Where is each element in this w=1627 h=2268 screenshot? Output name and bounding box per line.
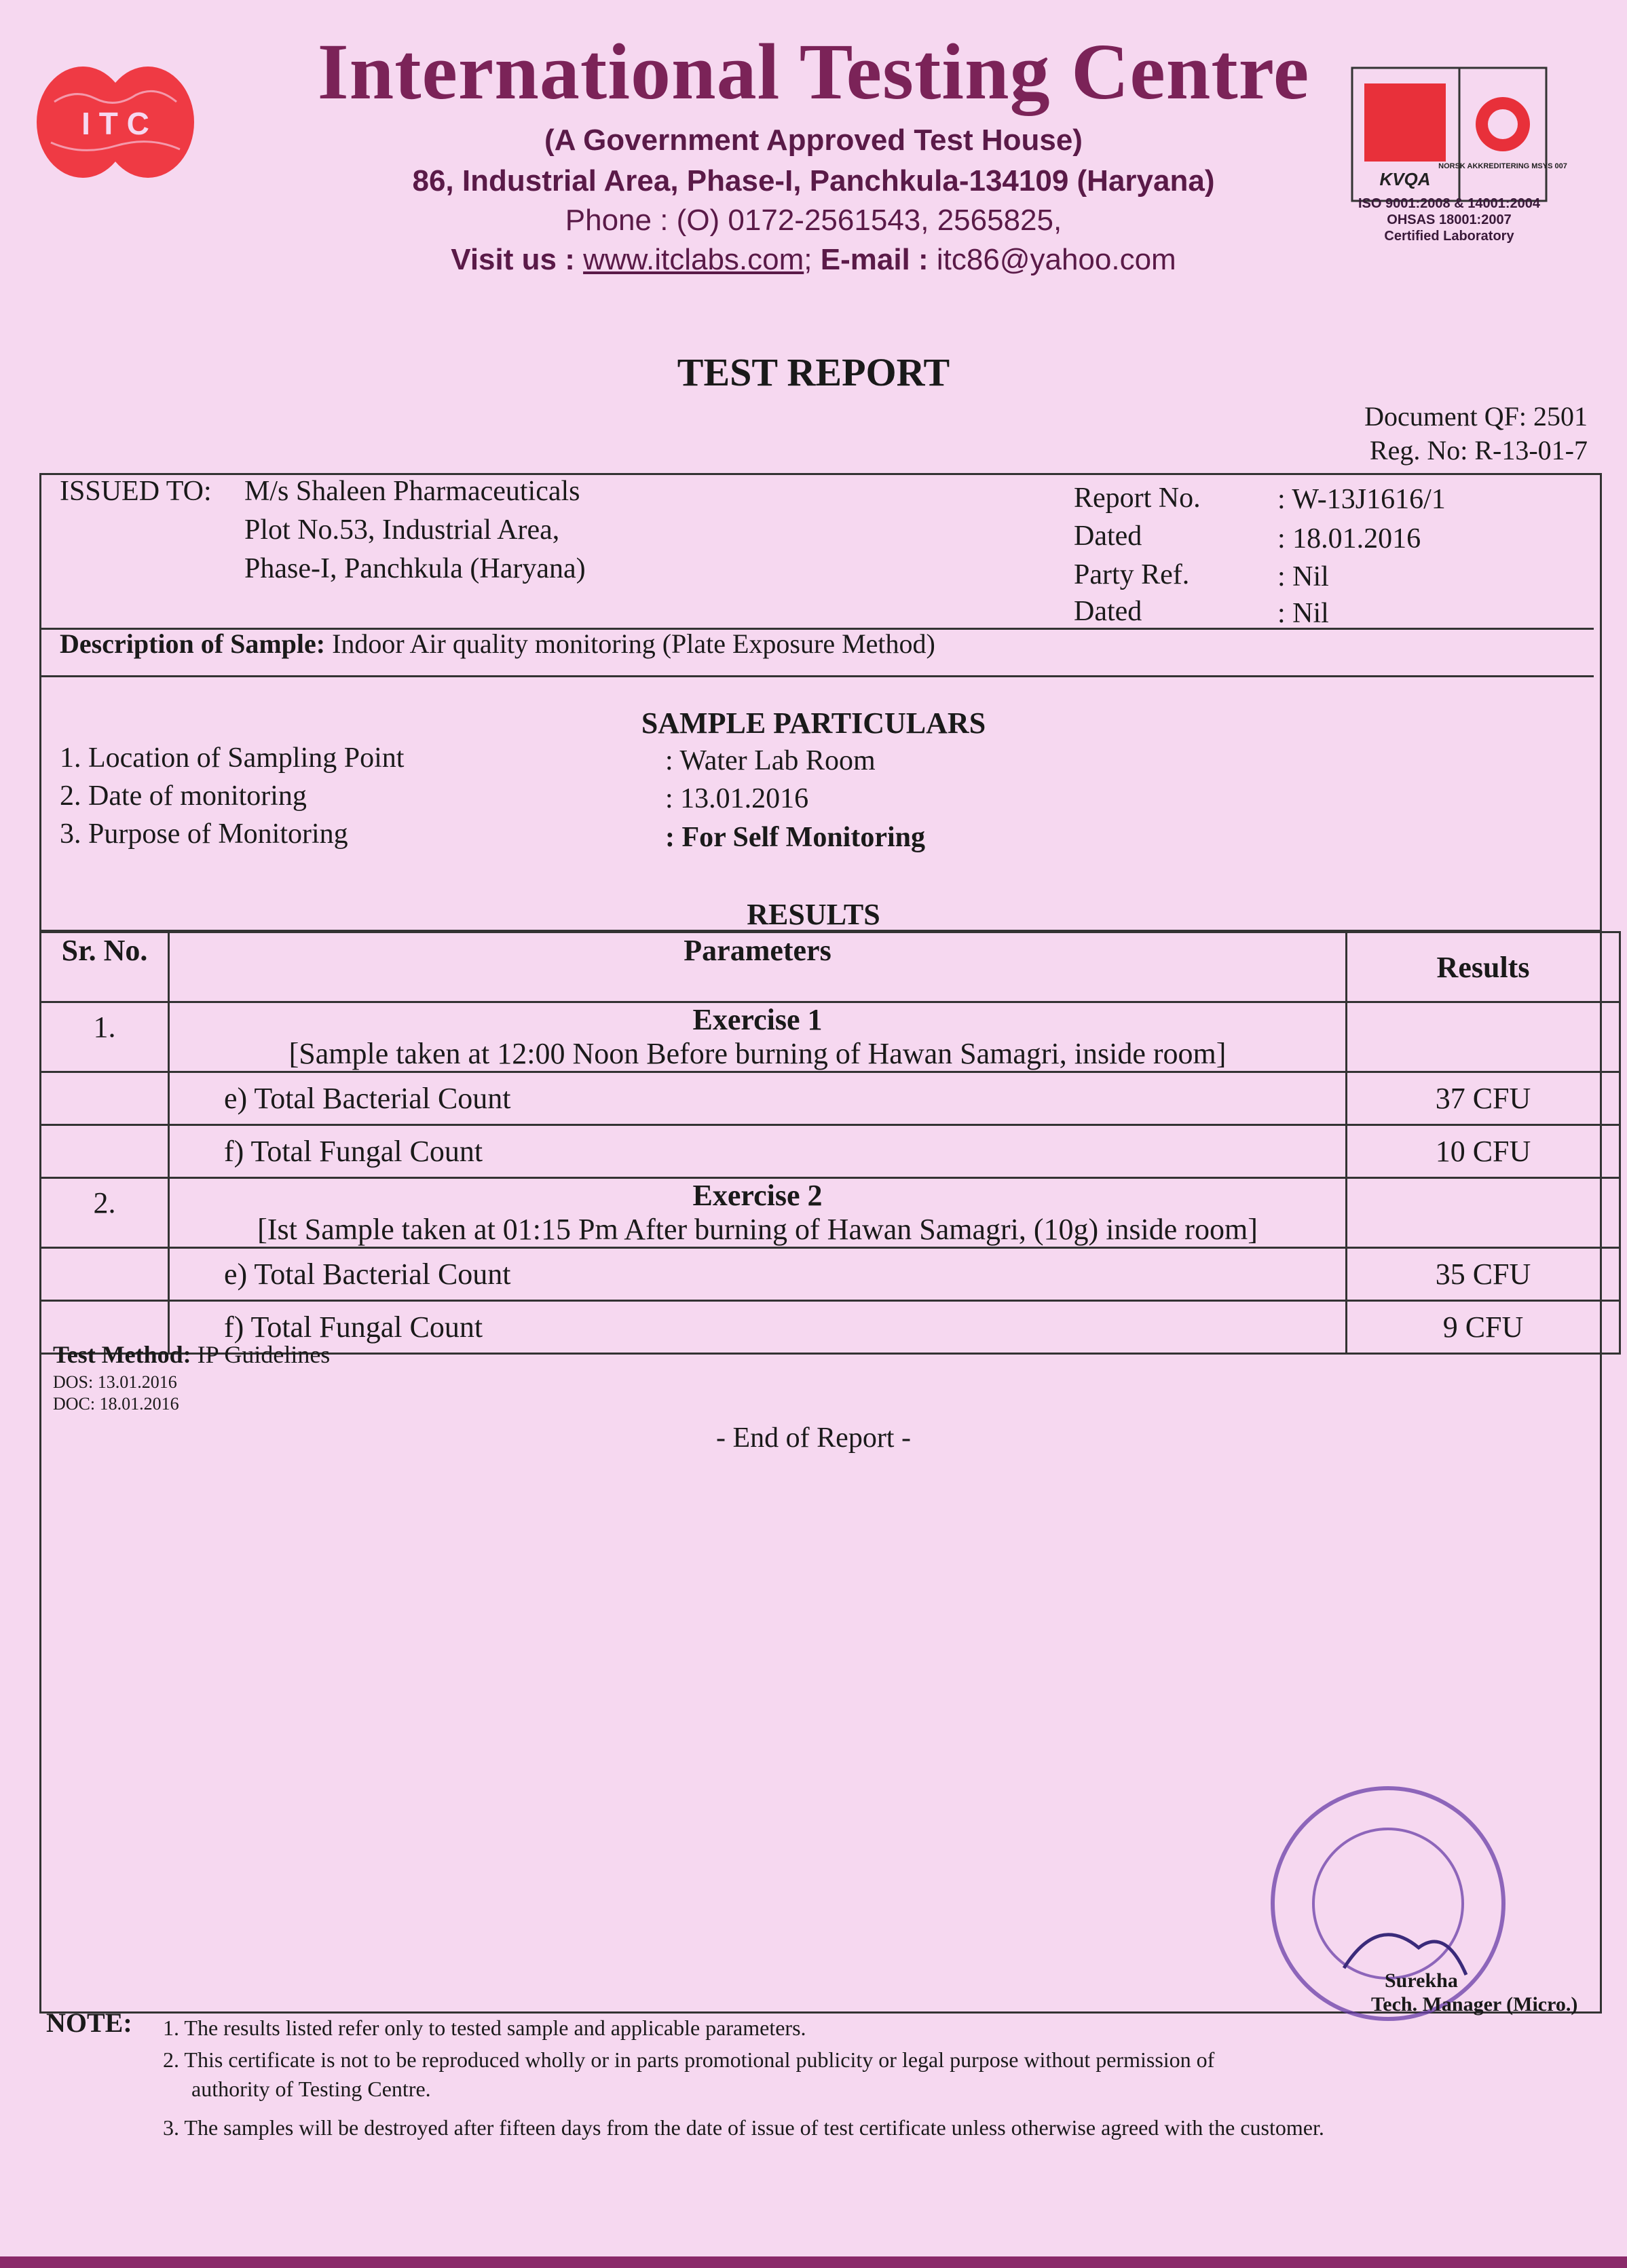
dated-label: Dated bbox=[1074, 521, 1142, 552]
table-row bbox=[41, 1125, 1620, 1178]
particular-label: 2. Date of monitoring bbox=[60, 780, 307, 812]
note-item: 2. This certificate is not to be reproduced wholly or in parts promotional publicity or legal purpose without permission of bbox=[163, 2047, 1215, 2072]
test-method-value: IP Guidelines bbox=[197, 1341, 331, 1368]
description-label: Description of Sample: bbox=[60, 628, 326, 659]
note-item: authority of Testing Centre. bbox=[191, 2077, 431, 2101]
date-of-completion: DOC: 18.01.2016 bbox=[53, 1394, 179, 1414]
report-title: TEST REPORT bbox=[677, 350, 950, 394]
col-header-sr: Sr. No. bbox=[41, 932, 169, 1002]
particular-value: : Water Lab Room bbox=[665, 745, 876, 776]
certification-text bbox=[1330, 195, 1568, 244]
parameter-name: f) Total Fungal Count bbox=[169, 1301, 1347, 1354]
party-ref-value: : Nil bbox=[1277, 561, 1329, 592]
lab-name: International Testing Centre bbox=[317, 27, 1310, 116]
test-method-label: Test Method: bbox=[53, 1341, 191, 1368]
cert-line: ISO 9001:2008 & 14001:2004 bbox=[1358, 196, 1540, 211]
test-method bbox=[53, 1340, 330, 1369]
document-qf: Document QF: 2501 bbox=[1364, 401, 1588, 432]
lab-subtitle: (A Government Approved Test House) bbox=[544, 124, 1083, 157]
note-label: NOTE: bbox=[46, 2007, 132, 2038]
party-dated-label: Dated bbox=[1074, 596, 1142, 627]
certification-logos bbox=[1351, 67, 1567, 202]
table-row bbox=[41, 1002, 1620, 1072]
sample-particulars-heading: SAMPLE PARTICULARS bbox=[641, 706, 986, 740]
description-value: Indoor Air quality monitoring (Plate Exposure Method) bbox=[332, 628, 935, 659]
particular-value: : For Self Monitoring bbox=[665, 822, 926, 853]
result-cell bbox=[1347, 1178, 1620, 1248]
signatory-title: Tech. Manager (Micro.) bbox=[1371, 1993, 1578, 2016]
dated-value: : 18.01.2016 bbox=[1277, 523, 1421, 554]
norsk-label: NORSK AKKREDITERING MSYS 007 bbox=[1438, 162, 1567, 170]
cert-line: OHSAS 18001:2007 bbox=[1387, 212, 1512, 227]
exercise-desc: [Ist Sample taken at 01:15 Pm After burning of Hawan Samagri, (10g) inside room] bbox=[257, 1213, 1258, 1246]
table-header-row bbox=[41, 932, 1620, 1002]
result-cell bbox=[1347, 1002, 1620, 1072]
divider bbox=[39, 675, 1594, 677]
results-heading: RESULTS bbox=[747, 898, 880, 931]
party-ref-label: Party Ref. bbox=[1074, 559, 1190, 590]
result-value: 35 CFU bbox=[1347, 1248, 1620, 1301]
particular-label: 1. Location of Sampling Point bbox=[60, 742, 405, 774]
sample-description bbox=[60, 628, 935, 660]
col-header-results: Results bbox=[1347, 932, 1620, 1002]
exercise-desc: [Sample taken at 12:00 Noon Before burning of Hawan Samagri, inside room] bbox=[288, 1037, 1227, 1070]
parameter-name: e) Total Bacterial Count bbox=[169, 1248, 1347, 1301]
particular-value: : 13.01.2016 bbox=[665, 783, 809, 814]
report-no-label: Report No. bbox=[1074, 483, 1201, 514]
result-value: 9 CFU bbox=[1347, 1301, 1620, 1354]
website-link[interactable]: www.itclabs.com bbox=[583, 243, 804, 276]
issued-to-line: Phase-I, Panchkula (Haryana) bbox=[244, 553, 586, 584]
report-no-value: : W-13J1616/1 bbox=[1277, 484, 1446, 515]
registration-number: Reg. No: R-13-01-7 bbox=[1369, 435, 1588, 466]
sr-cell bbox=[41, 1125, 169, 1178]
table-row bbox=[41, 1248, 1620, 1301]
kvqa-label: KVQA bbox=[1379, 169, 1431, 189]
exercise-title: Exercise 1 bbox=[692, 1003, 823, 1036]
email-label: E-mail : bbox=[820, 243, 929, 276]
kvqa-logo-icon bbox=[1364, 83, 1446, 162]
issued-to-line: M/s Shaleen Pharmaceuticals bbox=[244, 476, 580, 507]
table-row bbox=[41, 1072, 1620, 1125]
lab-phone: Phone : (O) 0172-2561543, 2565825, bbox=[565, 204, 1062, 237]
email-link[interactable]: itc86@yahoo.com bbox=[936, 243, 1176, 276]
table-row bbox=[41, 1178, 1620, 1248]
itc-logo-text: I T C bbox=[81, 106, 149, 141]
sr-cell bbox=[41, 1072, 169, 1125]
party-dated-value: : Nil bbox=[1277, 598, 1329, 629]
parameter-name: e) Total Bacterial Count bbox=[169, 1072, 1347, 1125]
exercise-header bbox=[169, 1002, 1347, 1072]
note-item: 3. The samples will be destroyed after fifteen days from the date of issue of test certificate unless otherwise agreed with the customer. bbox=[163, 2115, 1324, 2140]
exercise-title: Exercise 2 bbox=[692, 1179, 823, 1212]
issued-to-label: ISSUED TO: bbox=[60, 476, 212, 507]
signatory-name: Surekha bbox=[1385, 1969, 1458, 1992]
issued-to-line: Plot No.53, Industrial Area, bbox=[244, 514, 560, 546]
end-of-report: - End of Report - bbox=[716, 1422, 911, 1454]
note-item: 1. The results listed refer only to tested sample and applicable parameters. bbox=[163, 2016, 806, 2040]
exercise-header bbox=[169, 1178, 1347, 1248]
date-of-sampling: DOS: 13.01.2016 bbox=[53, 1372, 177, 1392]
sr-number: 1. bbox=[41, 1002, 169, 1072]
sr-number: 2. bbox=[41, 1178, 169, 1248]
bottom-border bbox=[0, 2256, 1627, 2268]
visit-label: Visit us : bbox=[451, 243, 575, 276]
col-header-parameters: Parameters bbox=[169, 932, 1347, 1002]
lab-contact: Visit us : www.itclabs.com; E-mail : itc86@yahoo.com bbox=[451, 243, 1176, 276]
particular-label: 3. Purpose of Monitoring bbox=[60, 818, 348, 850]
result-value: 10 CFU bbox=[1347, 1125, 1620, 1178]
parameter-name: f) Total Fungal Count bbox=[169, 1125, 1347, 1178]
sr-cell bbox=[41, 1248, 169, 1301]
cert-line: Certified Laboratory bbox=[1384, 229, 1514, 244]
results-table bbox=[39, 931, 1621, 1355]
lab-address: 86, Industrial Area, Phase-I, Panchkula-134109 (Haryana) bbox=[412, 164, 1215, 197]
result-value: 37 CFU bbox=[1347, 1072, 1620, 1125]
